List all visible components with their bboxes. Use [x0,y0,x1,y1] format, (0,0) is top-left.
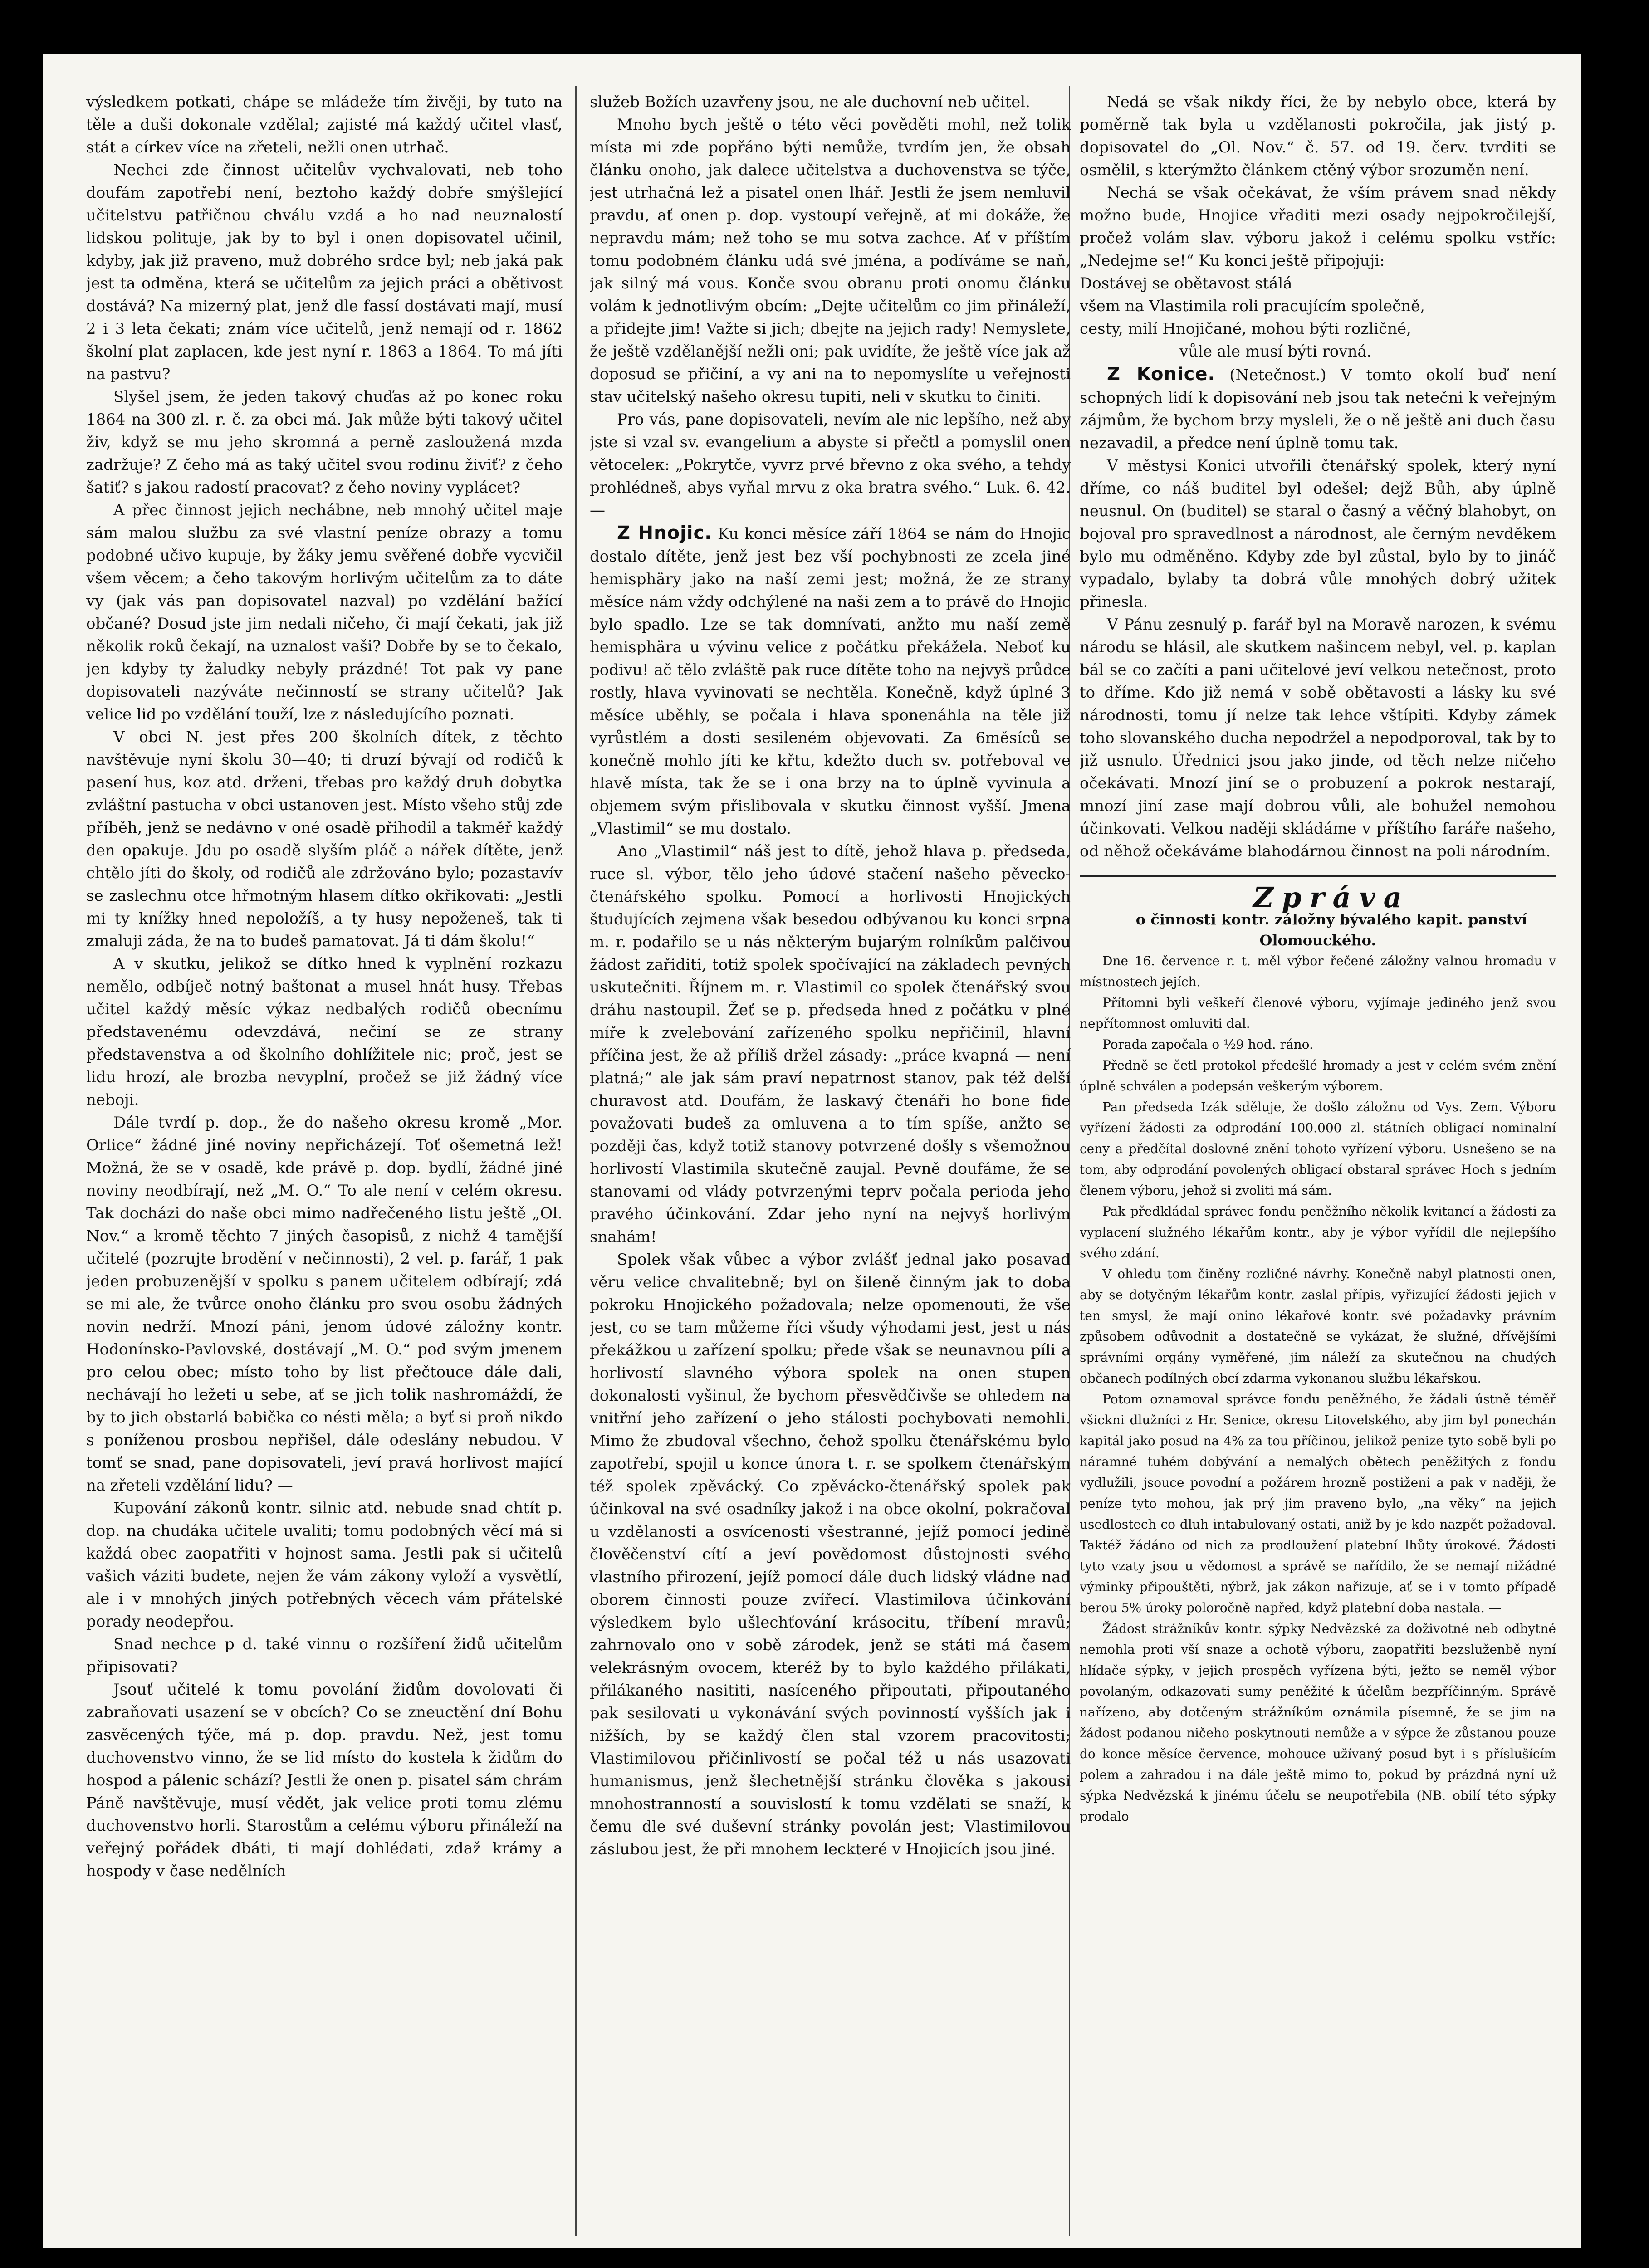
paragraph-text: Ku konci měsíce září 1864 se nám do Hnojic dostalo dítěte, jenž jest bez vší pochybnosti ze zcela jiné hemisphäry jako na naší zemi jest; možná, že ze strany měsíce nám vždy odchýlené na naši zem a to právě do Hnojic bylo spadlo. Lze se tak domnívati, anžto mu naší země hemisphära u vývinu velice z počátku překážela. Neboť ku podivu! ač tělo zvláště pak ruce dítěte toho na nejvyš průdce rostly, hlava vyvinovati se nechtěla. Konečně, když úplné 3 měsíce uběhly, se počala i hlava sponenáhla na těle již vyrůstlém a dosti sesileném objevovati. Za 6měsíců se konečně mohlo jíti ke křtu, kdežto duch sv. potřeboval ve hlavě místa, tak že se i ona brzy na to úplně vyvinula a objemem svým přislibovala v skutku činnost vyšší. Jmena „Vlastimil“ se mu dostalo. [590,525,1071,838]
verse-line: cesty, milí Hnojičané, mohou býti rozličné, [1080,320,1411,338]
paragraph: Snad nechce p d. také vinnu o rozšíření židů učitelům připisovati? [86,1635,563,1676]
report-title: Zpráva [1253,881,1410,914]
paragraph: Pro vás, pane dopisovateli, nevím ale nic lepšího, než aby jste si vzal sv. evangelium a abyste si přečtl a pomyslil onen větoceleк: „Pokrytče, vyvrz prvé břevno z oka svého, a tehdy prohlédneš, abys vyňal mrvu z oka bratra svého.“ Luk. 6. 42. — [590,411,1071,519]
paragraph: A v skutku, jelikož se dítko hned k vyplnění rozkazu nemělo, odbíječ notný baštonat a musel hnát husy. Třebas učitel každý měsíc výkaz nedbalých rodičů obecnímu představenému odevzdává, nečiní se ze strany představenstva a od školního dohlížitele nic; proč, jest se lidu hrozí, ale brozba nevyplní, pročež se již žádný více neboji. [86,955,563,1109]
section-heading-konice: Z Konice. [1107,364,1215,385]
paragraph: Pak předkládal správec fondu peněžního několik kvitancí a žádosti za vyplacení služného lékařům kontr., aby je výbor vyřídil dle nejlepšího svého zdání. [1080,1204,1556,1261]
paragraph: Nechci zde činnost učitelův vychvalovati, neb toho doufám zapotřebí není, beztoho každý dobře smýšlející učitelstvu patřičnou chválu vzdá a ho nad neuznalostí lidskou polituje, jak by to byl i onen dopisovatel učinil, kdyby, jak již praveno, muž dobrého srdce byl; neb jaká pak jest ta odměna, která se učitelům za jejich práci a obětivost dostává? Na mizerný plat, jenž dle fassí dostávati mají, musí 2 i 3 leta čekati; znám více učitelů, jenž nemají od r. 1862 školní plat zaplacen, kde jest nyní r. 1863 a 1864. To má jíti na pastvu? [86,161,563,383]
paragraph: V ohledu tom činěny rozličné návrhy. Konečně nabyl platnosti onen, aby se dotyčným lékařům kontr. zaslal přípis, vyřizující žádosti jejich v ten smysl, že mají onino lékařové kontr. své požadavky právním způsobem odůvodnit a dostatečně se vykázat, že služné, dřívějšími správními orgány vyměřené, jim náleží za skutečnou na chudých občanech podílných obcí zdarma vykonanou službu lékařskou. [1080,1266,1556,1386]
paragraph-text: (Netečnost.) V tomto okolí buď není schopných lidí k dopisování neb jsou tak netečni k veřejným zájmům, že bychom brzy mysleli, že o ně ještě ani duch času nezavadil, a předce není úplně tomu tak. [1080,366,1556,452]
column-1 [86,91,563,2232]
verse-line: vůle ale musí býti rovná. [1179,342,1372,361]
paragraph: V městysi Konici utvořili čtenářský spolek, který nyní dříme, co náš buditel byl odešel; dejž Bůh, aby úplně neusnul. On (buditel) se staral o časný a věčný blahobyt, on bojoval pro spravedlnost a národnost, ale černým nevděkem bylo mu odměněno. Kdyby zde byl zůstal, bylo by to jináč vypadalo, bylaby ta dobrá vůle mnohých dobrý užitek přinesla. [1080,457,1556,611]
paragraph: V Pánu zesnulý p. farář byl na Moravě narozen, k svému národu se hlásil, ale skutkem našincem nebyl, vel. p. kaplan bál se co začíti a pani učitelové jeví velkou netečnost, proto to dříme. Kdo již nemá v sobě obětavosti a lásky ku své národnosti, tomu jí nelze tak lehce vštípiti. Kdyby zámek toho slovanského ducha nepodržel a nepodporoval, tak by to již usnulo. Úřednici jsou jako jinde, od těch nelze ničeho očekávati. Mnozí jiní se o probuzení a pokrok nestarají, mnozí jiní zase mají dobrou vůli, ale bohužel nemohou účinkovati. Velkou naději skládáme v příštího faráře našeho, od něhož očekáváme blahodárnou činnost na poli národním. [1080,616,1556,860]
column-rule-1 [575,86,577,2236]
paragraph: Nedá se však nikdy říci, že by nebylo obce, která by poměrně tak byla u vzdělanosti pokročila, jak jistý p. dopisovatel do „Ol. Nov.“ č. 57. od 19. červ. tvrditi se osmělil, s kterýmžto článkem ctěný výbor srozuměn není. [1080,93,1556,179]
paragraph: Ano „Vlastimil“ náš jest to dítě, jehož hlava p. předseda, ruce sl. výbor, tělo jeho údové stačení našeho pěvecko-čtenářského spolku. Pomocí a horlivosti Hnojických študujících zejmena však besedou odbývanou ku konci srpna m. r. podařilo se u nás některým bujarým rolníkům palčivou žádost zařiditi, totiž spolek spočívající na základech pevných uskutečniti. Říjnem m. r. Vlastimil co spolek čtenářský svou dráhu nastoupil. Žeť se p. předseda hned z počátku v plné míře k zvelebování zařízeného spolku nepřičinil, hlavní příčina jest, že až příliš držel zásady: „práce kvapná — není platná;“ ale jak sám praví nepatrnost stanov, pak též delší churavost atd. Doufám, že laskavý čtenáři ho bone fide považovati budeš za omluvena a to tím spíše, anžto se později čas, když totiž stanovy potvrzené došly s všemožnou horlivostí Vlastimila skutečně zaujal. Pevně doufáme, že se stanovami od vlády potvrzenými teprv počala perioda jeho pravého účinkování. Zdar jeho nyní na nejvyš horlivým snahám! [590,842,1071,1246]
paragraph: Spolek však vůbec a výbor zvlášť jednal jako posavad věru velice chvalitebně; byl on šileně činným jak to doba pokroku Hnojického požadovala; nelze opomenouti, že vše jest, co se tam můžeme říci všudy výhodami jest, jest u nás překážkou u zařízení spolku; přede však se neunavnou píli a horlivostí slavného výbora spolek na onen stupen dokonalosti vyšinul, že bychom přesvědčivše se ohledem na vnitřní jeho zařízení o jeho stálosti pochybovati nemohli. Mimo že zbudoval všechno, čehož spolku čtenářskému bylo zapotřebí, spojil u konce února t. r. se spolkem čtenářským též spolek zpěvácký. Co zpěvácko-čtenářský spolek pak účinkoval na své osadníky jakož i na obce okolní, pokračoval u vzdělanosti a osvícenosti všestranné, jejíž pomocí jedině člověčenství cítí a jeví povědomost důstojnosti svého vlastního přirození, jejíž pomocí dále duch lidský vládne nad oborem činnosti pouze zvířecí. Vlastimilova účinkování výsledkem bylo ušlechťování krásocitu, tříbení mravů; zahrnovalo ono v sobě zárodek, jenž se státi má časem velekrásným ovocem, kteréž by to bylo každého přilákati, přilákaného nasititi, nasíceného připoutati, připoutaného pak sesilovati u vykonávání svých povinností vyšších jak i nižších, by se každý člen stal vzorem pracovitosti; Vlastimilovou přičinlivostí se počal též u nás usazovati humanismus, jenž šlechetnější stránku člověka s jakousi mnohostranností a souvislostí k tomu vzdělati se snaží, k čemu dle své duševní stránky povolán jest; Vlastimilovou záslubou jest, že při mnohem leckteré v Hnojicích jsou jiné. [590,1251,1071,1858]
scan-border-top [0,0,1649,54]
paragraph: Pan předseda Izák sděluje, že došlo záložnu od Vys. Zem. Výboru vyřízení žádosti za odprodání 100.000 zl. státních obligací nominalní ceny a předčítal doslovné znění tohoto vyřízení výboru. Usnešeno se na tom, aby odprodání povolených obligací obstaral správec Hoch s jedním členem výboru, jehož si zvoliti má sám. [1080,1100,1556,1198]
section-heading-hnojice: Z Hnojic. [617,523,712,543]
paragraph: Předně se četl protokol předešlé hromady a jest v celém svém znění úplně schválen a podepsán veškerým výborem. [1080,1058,1556,1094]
report-subtitle: o činnosti kontr. záložny bývalého kapit. panství Olomouckého. [1135,911,1527,949]
paragraph: Mnoho bych ještě o této věci pověděti mohl, než tolik místa mi zde popřáno býti nemůže, tvrdím jen, že obsah článku onoho, jak dalece učitelstva a duchovenstva se týče, jest utrhačná lež a pisatel onen lhář. Jestli že jsem nemluvil pravdu, ať onen p. dop. vystoupí veřejně, ať mi dokáže, že nepravdu mám; než toho se mu sotva zachce. Ať v příštím tomu podobném článku udá své jména, a podíváme se naň, jak silný má vous. Konče svou obranu proti onomu článku volám k jednotlivým obcím: „Dejte učitelům co jim přináleží, a přidejte jim! Važte si jich; dbejte na jejich rady! Nemyslete, že ještě vzdělanější nežli oni; pak uvidíte, že ještě více jak až doposud se přičiní, a vy ani na to nepomyslíte u veřejnosti stav učitelský našeho okresu tupiti, neli v skutku to činiti. [590,116,1071,406]
paragraph: Žádost strážníkův kontr. sýpky Nedvězské za doživotné neb odbytné nemohla proti vší snaze a ochotě výboru, zaopatřiti bezsluženbě nyní hlídače sýpky, v jejich prospěch vyřízena býti, ježto se neměl výbor povolaným, odkazovati sumy peněžité k účelům bezpříčinným. Správě nařízeno, aby dotčeným strážníkům oznámila písemně, že se jim na žádost podanou ničeho poskytnouti nemůže a v sýpce že zůstanou pouze do konce měsíce července, mohouce užívaný posud byt i s příslušícím polem a zahradou i na dále ještě mimo to, pokud by prázdná nyní už sýpka Nedvězská k jinému účelu se neupotřebila (NB. obilí této sýpky prodalo [1080,1621,1556,1824]
paragraph: Přítomni byli veškeří členové výboru, vyjímaje jediného jenž svou nepřítomnost omluviti dal. [1080,995,1556,1031]
paragraph: Nechá se však očekávat, že vším právem snad někdy možno bude, Hnojice vřaditi mezi osady nejpokročilejší, pročež volám slav. výboru jakož i celému spolku vstříc: „Nedejme se!“ Ku konci ještě připojuji: [1080,184,1556,270]
section-divider [1080,875,1556,877]
column-3 [1080,91,1556,2232]
paragraph: výsledkem potkati, chápe se mládeže tím živěji, by tuto na těle a duši dokonale vzdělal; zajisté má každý učitel vlasť, stát a církev více na zřeteli, nežli onen utrhač. [86,93,563,156]
paragraph: A přec činnost jejich nechábne, neb mnohý učitel maje sám malou službu za své vlastní peníze obrazy a tomu podobné učivo kupuje, by žáky jemu svěřené dobře vycvičil všem věcem; a čeho takovým horlivým učitelům za to dáte vy (jak vás pan dopisovatel nazval) po vzdělání bažící občané? Dosud jste jim nedali ničeho, či mají čekati, jak již několik roků čekají, na uznalost vaši? Dobře by se to čekalo, jen kdyby ty žaludky nebyly prázdné! Tot pak vy pane dopisovateli nazýváte nečinností se strany učitelů? Jak velice lid po vzdělání touží, lze z následujícího poznati. [86,501,563,723]
report-body [1080,951,1556,1827]
paragraph: Dále tvrdí p. dop., že do našeho okresu kromě „Mor. Orlice“ žádné jiné noviny nepřicházejí. Toť ošemetná lež! Možná, že se v osadě, kde právě p. dop. bydlí, žádné jiné noviny neodbírají, než „M. O.“ To ale není v celém okresu. Tak docházi do naše obci mimo nadřečeného listu ještě „Ol. Nov.“ a kromě těchto 7 jiných časopisů, z nichž 4 tamější učitelé (pozrujte brodění v nečinnosti), 2 vel. p. farář, 1 pak jeden probuzenější v spolku s panem učitelem odbírají; zdá se mi ale, že tvůrce onoho článku pro svou osobu žádných novin nedrží. Mnozí páni, jenom údové záložny kontr. Hodonínsko-Pavlovské, dostávají „M. O.“ pod svým jmenem pro celou obec; místo toho by list přečtouce dále dali, nechávají ho ležeti u sebe, ať se jich tolik nashromáždí, že by to jich obstarlá babička co nésti měla; a byť si proň nikdo s poníženou prosbou nepřišel, dále odeslány nebudou. V tomť se snad, pane dopisovateli, jeví pravá horlivost mající na zřeteli vzdělání lidu? — [86,1114,563,1495]
paragraph: Jsouť učitelé k tomu povolání židům dovolovati či zabraňovati usazení se v obcích? Co se zneuctění dní Bohu zasvěcených týče, má p. dop. pravdu. Než, jest tomu duchovenstvo vinno, že se lid místo do kostela k židům do hospod a pálenic schází? Jestli že onen p. pisatel sám chrám Páně navštěvuje, musí vědět, jak velice proti tomu zlému duchovenstvo horli. Starostům a celému výboru přináleží na veřejný pořádek dbáti, ti mají dohlédati, zdaž krámy a hospody v čase nedělních [86,1681,563,1880]
article-hnojice [590,522,1071,840]
verse-line: Dostávej se obětavost stálá [1080,274,1292,293]
column-2 [590,91,1071,2232]
paragraph: Slyšel jsem, že jeden takový chuďas až po konec roku 1864 na 300 zl. r. č. za obci má. Jak může býti takový učitel živ, když se mu jeho skromná a perně zasloužená mzda zadržuje? Z čeho má as taký učitel svou rodinu živiť? z čeho šatiť? s jakou radostí pracovat? z čeho noviny vyplácet? [86,388,563,497]
scan-border-right [1581,0,1649,2268]
article-konice [1080,363,1556,455]
verse-line: všem na Vlastimila roli pracujícím společně, [1080,297,1425,315]
paragraph: Kupování zákonů kontr. silnic atd. nebude snad chtít p. dop. na chudáka učitele uvaliti; tomu podobných věcí má si každá obec zaopatřiti v hojnost sama. Jestli pak si učitelů vašich váziti budete, nejen že vám zákony vyloží a vysvětlí, ale i v mnohých jiných potřebných věcech vám přátelské porady neodepřou. [86,1499,563,1631]
paragraph: V obci N. jest přes 200 školních dítek, z těchto navštěvuje nyní školu 30—40; ti druzí bývají od rodičů k pasení hus, koz atd. drženi, třebas pro každý druh dobytka zvláštní pastucha v obci ustanoven jest. Místo všeho stůj zde příběh, jenž se nedávno v oné osadě přihodil a takměř každý den opakuje. Jdu po osadě slyším pláč a nářek dítěte, jenž chtělo jíti do školy, od rodičů ale zdržováno bylo; pozastavív se zaslechnu otce hřmotným hlasem dítko okřikovati: „Jestli mi ty knížky hned nepoložíš, a ty husy nepoženeš, tak ti zmaluji záda, že na to budeš pamatovat. Já ti dám školu!“ [86,728,563,950]
scan-border-left [0,0,43,2268]
paragraph: Porada započala o ½9 hod. ráno. [1102,1037,1313,1052]
paragraph: služeb Božích uzavřeny jsou, ne ale duchovní neb učitel. [590,93,1030,111]
paragraph: Potom oznamoval správce fondu peněžného, že žádali ústně téměř všickni dlužníci z Hr. Senice, okresu Litovelského, aby jim byl ponechán kapitál jako posud na 4% za tou příčinou, jelikož penize tyto sobě byli po náramné tuhém dobývání a nemalých obětech peněžitých z fondu vydlužili, jsouce povodní a požárem hrozně postiženi a pak v naději, že peníze tyto mohou, jak prý jim praveno bylo, „na věky“ na jejich usedlostech co dluh intabulovaný ostati, aniž by je kdo nazpět požadoval. Taktéž žádáno od nich za prodloužení platební lhůty úrokové. Žádosti tyto vzaty jsou u vědomost a správě se nařídilo, že se nemají nižádné výminky připouštěti, nýbrž, jak zákon nařizuje, ať se i v tomto případě berou 5% úroky poloročně napřed, když platební doba nastala. — [1080,1392,1556,1615]
paragraph: Dne 16. července r. t. měl výbor řečené záložny valnou hromadu v místnostech jejích. [1080,953,1556,989]
scan-border-bottom [0,2248,1649,2268]
